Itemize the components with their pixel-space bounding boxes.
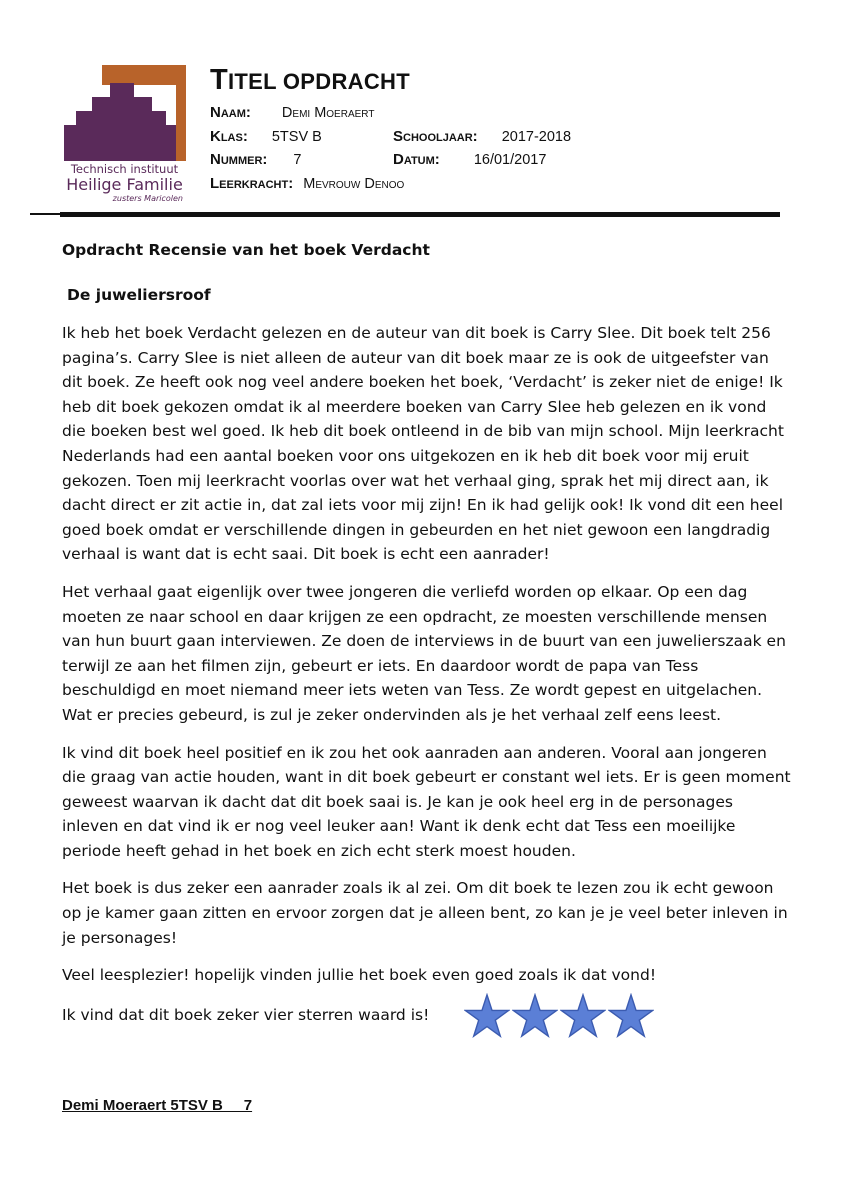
logo-line-2: Heilige Familie [66, 175, 183, 194]
logo-line-3: zusters Maricolen [112, 194, 183, 203]
leerkracht-row [210, 175, 404, 192]
nummer-row [210, 151, 302, 168]
header-divider [60, 212, 780, 217]
rating-line [62, 1001, 792, 1041]
nummer-value: 7 [293, 152, 302, 168]
paragraph-2: Het verhaal gaat eigenlijk over twee jongeren die verliefd worden op elkaar. Op een dag moeten ze naar school en daar krijgen ze een opdracht, ze moesten verschillende mensen van hun buurt gaan interviewen. Ze doen de interviews in de buurt van een juwelierszaak en terwijl ze aan het filmen zijn, gebeurt er iets. En daardoor wordt de papa van Tess beschuldigd en moet niemand meer iets weten van Tess. Ze wordt gepest en uitgelachen. Wat er precies gebeurd, is zul je zeker ondervinden als je het verhaal zelf eens leest. [62, 582, 786, 724]
closing-line: Veel leesplezier! hopelijk vinden jullie het boek even goed zoals ik dat vond! [62, 966, 657, 985]
document-body [62, 239, 792, 1041]
logo-building-icon [62, 63, 187, 168]
leerkracht-label: Leerkracht: [210, 175, 294, 192]
schooljaar-value: 2017-2018 [501, 129, 572, 145]
naam-label: Naam: [210, 104, 251, 121]
paragraph-3: Ik vind dit boek heel positief en ik zou het ook aanraden aan anderen. Vooral aan jongeren die graag van actie houden, want in dit boek gebeurt er constant wel iets. Er is geen moment geweest waarvan ik dacht dat dit boek saai is. Je kan je ook heel erg in de personages inleven en dat vind ik er nog veel leuker aan! Want ik denk echt dat Tess een moeilijke periode heeft gehad in het boek en zich echt sterk moest houden. [62, 743, 791, 860]
nummer-label: Nummer: [210, 151, 268, 168]
naam-row [210, 104, 374, 121]
datum-label: Datum: [393, 151, 440, 168]
school-logo [62, 63, 187, 208]
klas-row [210, 128, 322, 145]
logo-line-1: Technisch instituut [70, 162, 179, 176]
document-subheading: De juweliersroof [67, 286, 211, 304]
paragraph-1: Ik heb het boek Verdacht gelezen en de auteur van dit boek is Carry Slee. Dit boek telt 256 pagina’s. Carry Slee is niet alleen de auteur van dit boek maar ze is ook de uitgeefster van dit boek. Ze heeft ook nog veel andere boeken het boek, ‘Verdacht’ is zeker niet de enige! Ik heb dit boek gekozen omdat ik al meerdere boeken van Carry Slee heb gelezen en ik vond die boeken best wel goed. Ik heb dit boek ontleend in de bib van mijn school. Mijn leerkracht Nederlands had een aantal boeken voor ons uitgekozen en ik heb dit boek voor mij eruit gekozen. Toen mij leerkracht voorlas over wat het verhaal ging, sprak het mij direct aan, ik dacht direct er zit actie in, dat zal iets voor mij zijn! En ik had gelijk ook! Ik vond dit een heel goed boek omdat er verschillende dingen in gebeurden en het niet gewoon een langdradig verhaal is want dat is echt saai. Dit boek is echt een aanrader! [62, 324, 784, 564]
logo-text [62, 163, 187, 203]
star-icon [464, 993, 510, 1039]
leerkracht-value: Mevrouw Denoo [303, 176, 405, 192]
schooljaar-label: Schooljaar: [393, 128, 478, 145]
header-rule-left [30, 213, 60, 215]
rating-text: Ik vind dat dit boek zeker vier sterren waard is! [62, 1005, 430, 1024]
paragraph-4: Het boek is dus zeker een aanrader zoals ik al zei. Om dit boek te lezen zou ik echt gewoon op je kamer gaan zitten en ervoor zorgen dat je alleen bent, zo kan je je veel beter inleven in je personages! [62, 879, 788, 947]
star-icon [608, 993, 654, 1039]
datum-value: 16/01/2017 [473, 152, 547, 168]
naam-value: Demi Moeraert [281, 105, 375, 121]
klas-label: Klas: [210, 128, 248, 145]
page-title: TITEL OPDRACHT [210, 64, 410, 96]
star-icon [560, 993, 606, 1039]
klas-value: 5TSV B [271, 129, 322, 145]
datum-row [393, 151, 546, 168]
rating-stars [464, 993, 654, 1039]
signature: Demi Moeraert 5TSV B 7 [62, 1097, 253, 1114]
schooljaar-row [393, 128, 571, 145]
document-heading: Opdracht Recensie van het boek Verdacht [62, 241, 430, 259]
star-icon [512, 993, 558, 1039]
